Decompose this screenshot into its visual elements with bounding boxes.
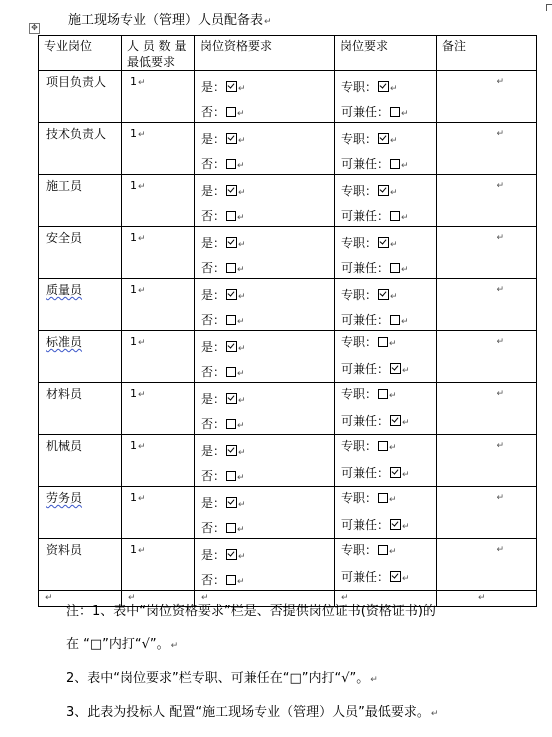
part-time-checkbox[interactable] <box>390 519 401 530</box>
paragraph-mark: ↵ <box>238 500 246 510</box>
qualification-cell: 是： ↵ 否： ↵ <box>195 435 335 487</box>
part-time-checkbox[interactable] <box>390 107 400 117</box>
paragraph-mark: ↵ <box>402 574 410 584</box>
empty-cell: ↵ <box>39 591 122 607</box>
paragraph-mark: ↵ <box>138 338 146 348</box>
paragraph-mark: ↵ <box>238 292 246 302</box>
paragraph-mark: ↵ <box>237 265 245 275</box>
paragraph-mark: ↵ <box>237 161 245 171</box>
paragraph-mark: ↵ <box>238 448 246 458</box>
remarks-cell: ↵ <box>437 539 537 591</box>
qualification-cell: 是： ↵ 否： ↵ <box>195 539 335 591</box>
part-time-checkbox[interactable] <box>390 571 401 582</box>
empty-cell: ↵ <box>122 591 195 607</box>
part-time-checkbox[interactable] <box>390 363 401 374</box>
paragraph-mark: ↵ <box>238 344 246 354</box>
paragraph-mark: ↵ <box>402 418 410 428</box>
qualification-yes-checkbox[interactable] <box>226 497 237 508</box>
paragraph-mark: ↵ <box>402 366 410 376</box>
part-time-checkbox[interactable] <box>390 467 401 478</box>
qualification-cell: 是： ↵ 否： ↵ <box>195 487 335 539</box>
qualification-no-checkbox[interactable] <box>226 315 236 325</box>
part-time-checkbox[interactable] <box>390 415 401 426</box>
part-time-checkbox[interactable] <box>390 211 400 221</box>
qualification-cell: 是： ↵ 否： ↵ <box>195 331 335 383</box>
paragraph-mark: ↵ <box>401 109 409 119</box>
count-cell: 1↵ <box>122 71 195 123</box>
paragraph-mark: ↵ <box>238 396 246 406</box>
paragraph-mark: ↵ <box>238 136 246 146</box>
paragraph-mark: ↵ <box>401 213 409 223</box>
empty-cell: ↵ <box>335 591 437 607</box>
paragraph-mark: ↵ <box>390 240 398 250</box>
full-time-checkbox[interactable] <box>378 493 388 503</box>
qualification-cell: 是： ↵ 否： ↵ <box>195 279 335 331</box>
qualification-no-checkbox[interactable] <box>226 263 236 273</box>
paragraph-mark: ↵ <box>238 84 246 94</box>
empty-cell: ↵ <box>195 591 335 607</box>
remarks-cell: ↵ <box>437 227 537 279</box>
paragraph-mark: ↵ <box>389 495 397 505</box>
position-cell: 技术负责人 <box>39 123 122 175</box>
requirement-cell: 专职： ↵ 可兼任： ↵ <box>335 227 437 279</box>
table-row <box>39 175 537 227</box>
table-row <box>39 279 537 331</box>
qualification-yes-checkbox[interactable] <box>226 341 237 352</box>
requirement-cell: 专职： ↵ 可兼任： ↵ <box>335 123 437 175</box>
paragraph-mark: ↵ <box>390 84 398 94</box>
count-cell: 1↵ <box>122 227 195 279</box>
paragraph-mark: ↵ <box>237 369 245 379</box>
table-row <box>39 435 537 487</box>
note-line-1: 注：1、表中“岗位资格要求”栏是、否提供岗位证书(资格证书)的 <box>66 604 436 619</box>
header-remarks: 备注 <box>437 36 537 71</box>
paragraph-mark: ↵ <box>138 286 146 296</box>
qualification-no-checkbox[interactable] <box>226 575 236 585</box>
paragraph-mark: ↵ <box>389 547 397 557</box>
paragraph-mark: ↵ <box>237 317 245 327</box>
note-line-2: 在 “□”内打“√”。↵ <box>66 637 179 652</box>
table-row <box>39 227 537 279</box>
qualification-cell: 是： ↵ 否： ↵ <box>195 123 335 175</box>
requirement-cell: 专职： ↵ 可兼任： ↵ <box>335 331 437 383</box>
count-cell: 1↵ <box>122 435 195 487</box>
table-header-row <box>39 36 537 71</box>
paragraph-mark: ↵ <box>389 443 397 453</box>
position-cell: 施工员 <box>39 175 122 227</box>
paragraph-mark: ↵ <box>390 188 398 198</box>
paragraph-mark: ↵ <box>237 473 245 483</box>
position-cell: 劳务员 <box>39 487 122 539</box>
count-cell: 1↵ <box>122 383 195 435</box>
paragraph-mark: ↵ <box>238 552 246 562</box>
qualification-cell: 是： ↵ 否： ↵ <box>195 71 335 123</box>
part-time-checkbox[interactable] <box>390 263 400 273</box>
paragraph-mark: ↵ <box>390 136 398 146</box>
remarks-cell: ↵ <box>437 435 537 487</box>
paragraph-mark: ↵ <box>138 494 146 504</box>
paragraph-mark: ↵ <box>390 292 398 302</box>
part-time-checkbox[interactable] <box>390 159 400 169</box>
qualification-yes-checkbox[interactable] <box>226 549 237 560</box>
full-time-checkbox[interactable] <box>378 389 388 399</box>
header-position: 专业岗位 <box>39 36 122 71</box>
staffing-table <box>38 35 537 607</box>
paragraph-mark: ↵ <box>138 390 146 400</box>
paragraph-mark: ↵ <box>237 421 245 431</box>
paragraph-mark: ↵ <box>389 339 397 349</box>
paragraph-mark: ↵ <box>389 391 397 401</box>
header-qualification: 岗位资格要求 <box>195 36 335 71</box>
full-time-checkbox[interactable] <box>378 81 389 92</box>
paragraph-mark: ↵ <box>237 213 245 223</box>
note-line-3: 2、表中“岗位要求”栏专职、可兼任在“□”内打“√”。↵ <box>66 671 378 686</box>
qualification-no-checkbox[interactable] <box>226 211 236 221</box>
qualification-no-checkbox[interactable] <box>226 159 236 169</box>
qualification-no-checkbox[interactable] <box>226 523 236 533</box>
count-cell: 1↵ <box>122 279 195 331</box>
qualification-cell: 是： ↵ 否： ↵ <box>195 227 335 279</box>
qualification-no-checkbox[interactable] <box>226 471 236 481</box>
paragraph-mark: ↵ <box>401 317 409 327</box>
table-row <box>39 123 537 175</box>
remarks-cell: ↵ <box>437 71 537 123</box>
paragraph-mark: ↵ <box>401 161 409 171</box>
qualification-yes-checkbox[interactable] <box>226 133 237 144</box>
qualification-no-checkbox[interactable] <box>226 367 236 377</box>
page-corner-mark <box>546 4 552 11</box>
paragraph-mark: ↵ <box>402 522 410 532</box>
table-row <box>39 331 537 383</box>
requirement-cell: 专职： ↵ 可兼任： ↵ <box>335 435 437 487</box>
remarks-cell: ↵ <box>437 123 537 175</box>
qualification-cell: 是： ↵ 否： ↵ <box>195 175 335 227</box>
position-cell: 机械员 <box>39 435 122 487</box>
count-cell: 1↵ <box>122 539 195 591</box>
header-count: 人 员 数 量 最低要求 <box>122 36 195 71</box>
table-move-handle[interactable]: ✥ <box>29 23 40 34</box>
paragraph-mark: ↵ <box>138 182 146 192</box>
qualification-yes-checkbox[interactable] <box>226 393 237 404</box>
table-row <box>39 487 537 539</box>
paragraph-mark: ↵ <box>401 265 409 275</box>
qualification-yes-checkbox[interactable] <box>226 237 237 248</box>
table-row <box>39 71 537 123</box>
count-cell: 1↵ <box>122 123 195 175</box>
paragraph-mark: ↵ <box>237 525 245 535</box>
count-cell: 1↵ <box>122 331 195 383</box>
requirement-cell: 专职： ↵ 可兼任： ↵ <box>335 383 437 435</box>
position-cell: 材料员 <box>39 383 122 435</box>
count-cell: 1↵ <box>122 487 195 539</box>
note-line-4: 3、此表为投标人 配置“施工现场专业（管理）人员”最低要求。↵ <box>66 705 439 720</box>
paragraph-mark: ↵ <box>138 442 146 452</box>
empty-cell: ↵ <box>437 591 537 607</box>
table-row <box>39 539 537 591</box>
remarks-cell: ↵ <box>437 175 537 227</box>
paragraph-mark: ↵ <box>237 109 245 119</box>
position-cell: 资料员 <box>39 539 122 591</box>
requirement-cell: 专职： ↵ 可兼任： ↵ <box>335 487 437 539</box>
remarks-cell: ↵ <box>437 487 537 539</box>
paragraph-mark: ↵ <box>138 546 146 556</box>
position-cell: 项目负责人 <box>39 71 122 123</box>
qualification-yes-checkbox[interactable] <box>226 289 237 300</box>
position-cell: 标准员 <box>39 331 122 383</box>
paragraph-mark: ↵ <box>138 130 146 140</box>
remarks-cell: ↵ <box>437 383 537 435</box>
full-time-checkbox[interactable] <box>378 185 389 196</box>
qualification-yes-checkbox[interactable] <box>226 185 237 196</box>
requirement-cell: 专职： ↵ 可兼任： ↵ <box>335 539 437 591</box>
requirement-cell: 专职： ↵ 可兼任： ↵ <box>335 175 437 227</box>
requirement-cell: 专职： ↵ 可兼任： ↵ <box>335 71 437 123</box>
part-time-checkbox[interactable] <box>390 315 400 325</box>
paragraph-mark: ↵ <box>138 78 146 88</box>
qualification-yes-checkbox[interactable] <box>226 81 237 92</box>
document-title: 施工现场专业（管理）人员配备表↵ <box>68 13 272 28</box>
qualification-no-checkbox[interactable] <box>226 419 236 429</box>
header-requirement: 岗位要求 <box>335 36 437 71</box>
paragraph-mark: ↵ <box>402 470 410 480</box>
remarks-cell: ↵ <box>437 279 537 331</box>
qualification-yes-checkbox[interactable] <box>226 445 237 456</box>
requirement-cell: 专职： ↵ 可兼任： ↵ <box>335 279 437 331</box>
paragraph-mark: ↵ <box>237 577 245 587</box>
full-time-checkbox[interactable] <box>378 289 389 300</box>
count-cell: 1↵ <box>122 175 195 227</box>
full-time-checkbox[interactable] <box>378 237 389 248</box>
position-cell: 安全员 <box>39 227 122 279</box>
paragraph-mark: ↵ <box>138 234 146 244</box>
full-time-checkbox[interactable] <box>378 441 388 451</box>
remarks-cell: ↵ <box>437 331 537 383</box>
full-time-checkbox[interactable] <box>378 133 389 144</box>
paragraph-mark: ↵ <box>238 240 246 250</box>
qualification-cell: 是： ↵ 否： ↵ <box>195 383 335 435</box>
full-time-checkbox[interactable] <box>378 545 388 555</box>
qualification-no-checkbox[interactable] <box>226 107 236 117</box>
full-time-checkbox[interactable] <box>378 337 388 347</box>
table-row <box>39 383 537 435</box>
position-cell: 质量员 <box>39 279 122 331</box>
paragraph-mark: ↵ <box>238 188 246 198</box>
